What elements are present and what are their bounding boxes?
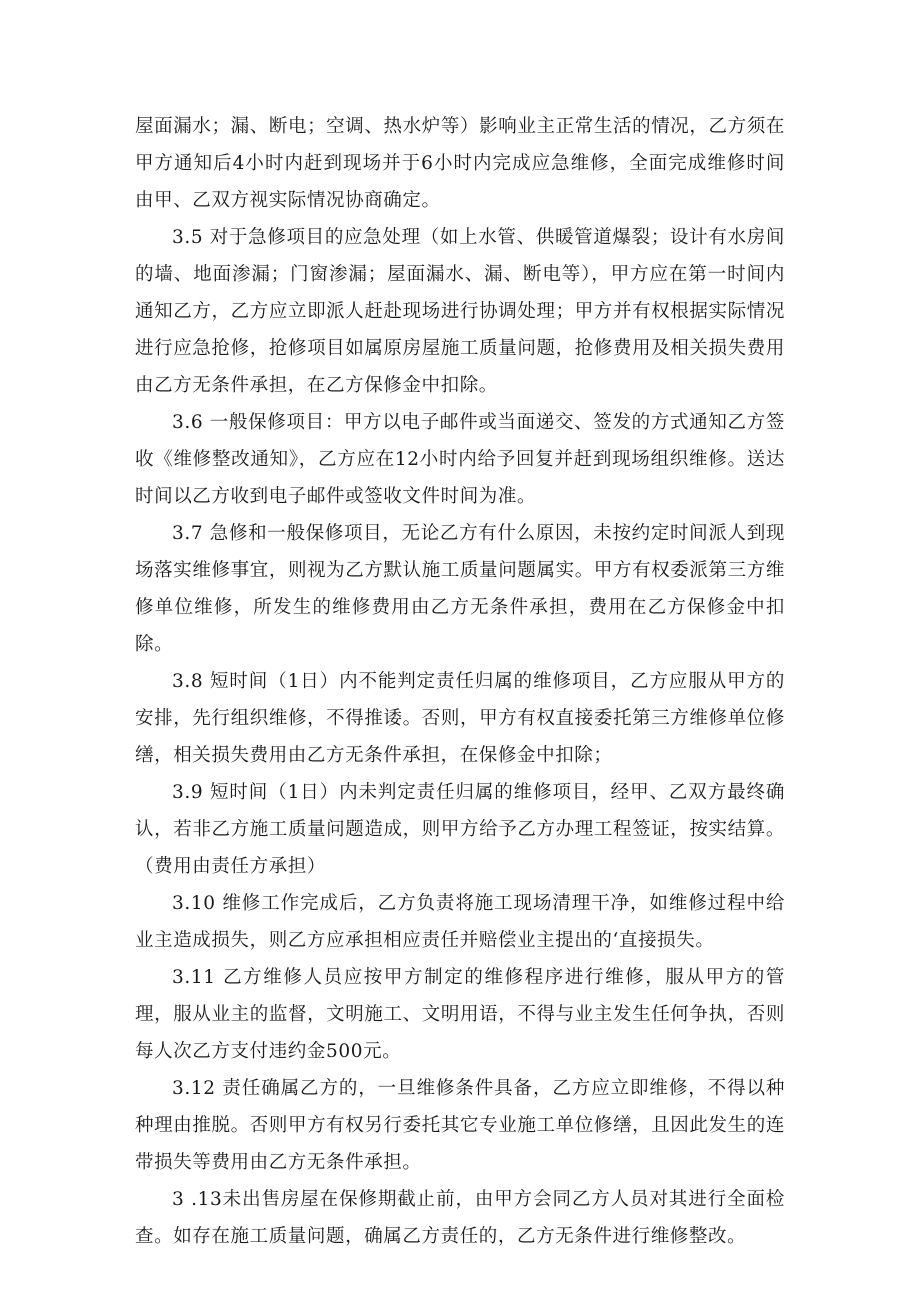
paragraph-clause-3-5: 3.5 对于急修项目的应急处理（如上水管、供暖管道爆裂；设计有水房间的墙、地面渗漏；门窗渗漏；屋面漏水、漏、断电等），甲方应在第一时间内通知乙方，乙方应立即派人赶赴现场进行协调处理；甲方并有权根据实际情况进行应急抢修，抢修项目如属原房屋施工质量问题，抢修费用及相关损失费用由乙方无条件承担，在乙方保修金中扣除。: [135, 227, 785, 396]
paragraph-clause-3-9: 3.9 短时间（1日）内未判定责任归属的维修项目，经甲、乙双方最终确认，若非乙方施工质量问题造成，则甲方给予乙方办理工程签证，按实结算。（费用由责任方承担）: [135, 782, 785, 877]
paragraph-clause-3-12: 3.12 责任确属乙方的，一旦维修条件具备，乙方应立即维修，不得以种种理由推脱。否则甲方有权另行委托其它专业施工单位修缮，且因此发生的连带损失等费用由乙方无条件承担。: [135, 1078, 785, 1173]
paragraph-clause-3-6: 3.6 一般保修项目：甲方以电子邮件或当面递交、签发的方式通知乙方签收《维修整改通知》，乙方应在12小时内给予回复并赶到现场组织维修。送达时间以乙方收到电子邮件或签收文件时间为准。: [135, 412, 785, 507]
paragraph-clause-3-10: 3.10 维修工作完成后，乙方负责将施工现场清理干净，如维修过程中给业主造成损失，则乙方应承担相应责任并赔偿业主提出的‘直接损失。: [135, 893, 785, 951]
paragraph-continuation: 屋面漏水；漏、断电；空调、热水炉等）影响业主正常生活的情况，乙方须在甲方通知后4小时内赶到现场并于6小时内完成应急维修，全面完成维修时间由甲、乙双方视实际情况协商确定。: [135, 116, 785, 211]
paragraph-clause-3-13: 3 .13未出售房屋在保修期截止前，由甲方会同乙方人员对其进行全面检查。如存在施工质量问题，确属乙方责任的，乙方无条件进行维修整改。: [135, 1189, 785, 1247]
paragraph-clause-3-7: 3.7 急修和一般保修项目，无论乙方有什么原因，未按约定时间派人到现场落实维修事宜，则视为乙方默认施工质量问题属实。甲方有权委派第三方维修单位维修，所发生的维修费用由乙方无条件承担，费用在乙方保修金中扣除。: [135, 523, 785, 655]
paragraph-clause-3-8: 3.8 短时间（1日）内不能判定责任归属的维修项目，乙方应服从甲方的安排，先行组织维修，不得推诿。否则，甲方有权直接委托第三方维修单位修缮，相关损失费用由乙方无条件承担，在保修金中扣除；: [135, 671, 785, 766]
paragraph-clause-3-11: 3.11 乙方维修人员应按甲方制定的维修程序进行维修，服从甲方的管理，服从业主的监督，文明施工、文明用语，不得与业主发生任何争执，否则每人次乙方支付违约金500元。: [135, 967, 785, 1062]
